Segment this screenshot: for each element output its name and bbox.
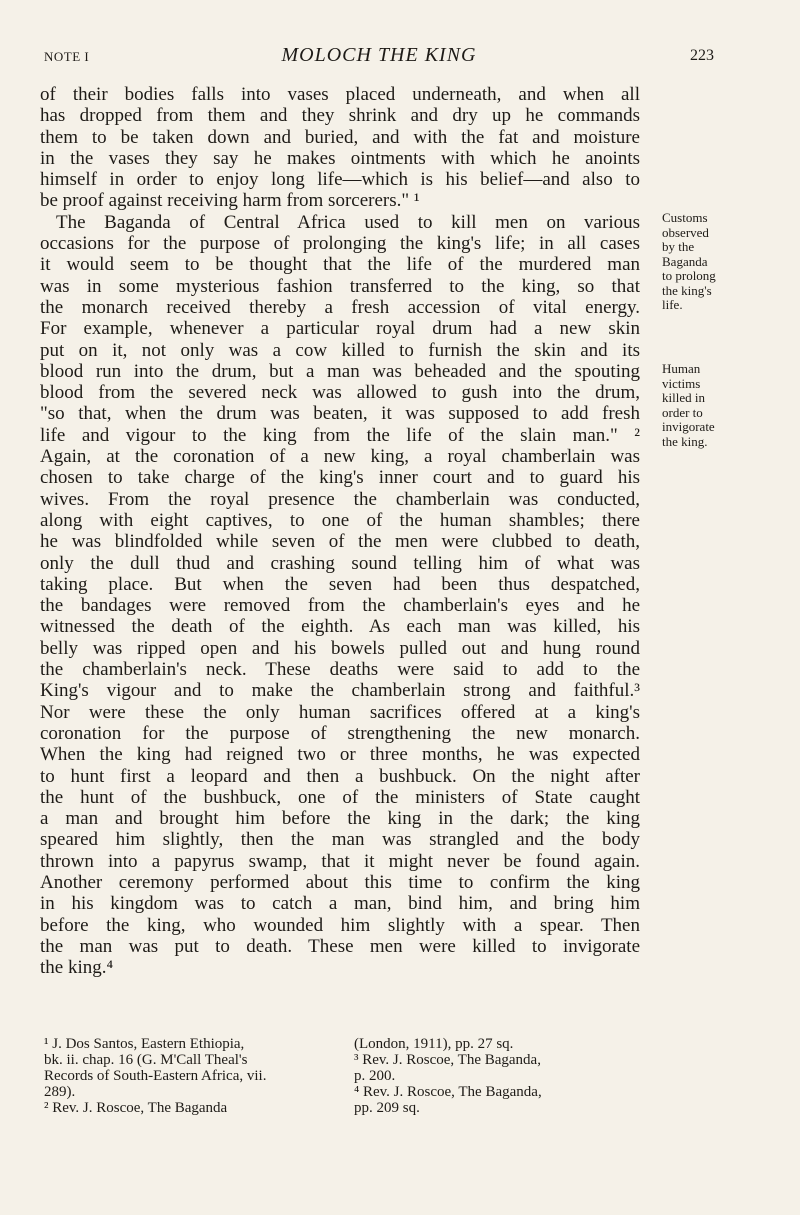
body-line: speared him slightly, then the man was strangled and the body bbox=[40, 829, 640, 851]
body-line: them to be taken down and buried, and with the fat and moisture bbox=[40, 126, 640, 148]
margin-note-line: life. bbox=[662, 297, 683, 312]
margin-note-line: to prolong bbox=[662, 268, 716, 283]
body-line: only the dull thud and crashing sound telling him of what was bbox=[40, 552, 640, 574]
body-line: he was blindfolded while seven of the men were clubbed to death, bbox=[40, 531, 640, 553]
margin-note-human-victims bbox=[662, 362, 792, 449]
body-line: wives. From the royal presence the chamberlain was conducted, bbox=[40, 488, 640, 510]
footnotes-left-column bbox=[44, 1036, 344, 1116]
page-title: MOLOCH THE KING bbox=[281, 44, 477, 66]
body-line: the chamberlain's neck. These deaths were said to add to the bbox=[40, 659, 640, 681]
body-line: "so that, when the drum was beaten, it was supposed to add fresh bbox=[40, 403, 640, 425]
running-head bbox=[44, 44, 714, 68]
margin-note-line: invigorate bbox=[662, 419, 715, 434]
footnote-line: ² Rev. J. Roscoe, The Baganda bbox=[44, 1100, 228, 1116]
margin-note-line: the king's bbox=[662, 282, 712, 298]
margin-note-line: order to bbox=[662, 404, 703, 420]
body-line: witnessed the death of the eighth. As each man was killed, his bbox=[40, 616, 640, 638]
body-line: it would seem to be thought that the life of the murdered man bbox=[40, 254, 640, 276]
body-line: be proof against receiving harm from sorcerers." ¹ bbox=[40, 190, 420, 212]
body-line: has dropped from them and they shrink and dry up he commands bbox=[40, 105, 640, 127]
body-line: blood run into the drum, but a man was beheaded and the spouting bbox=[40, 360, 640, 382]
margin-note-line: the king. bbox=[662, 433, 708, 449]
footnote-line: ⁴ Rev. J. Roscoe, The Baganda, bbox=[354, 1084, 542, 1100]
body-line: before the king, who wounded him slightly with a spear. Then bbox=[40, 914, 640, 936]
body-line: life and vigour to the king from the life of the slain man." ² bbox=[40, 424, 640, 446]
body-line: the bandages were removed from the chamberlain's eyes and he bbox=[40, 595, 640, 617]
body-line: in the vases they say he makes ointments with which he anoints bbox=[40, 147, 640, 169]
footnote-line: (London, 1911), pp. 27 sq. bbox=[354, 1036, 514, 1052]
body-line: the king.⁴ bbox=[40, 957, 114, 979]
body-line: the monarch received thereby a fresh accession of vital energy. bbox=[40, 296, 640, 318]
body-line: Another ceremony performed about this time to confirm the king bbox=[40, 871, 640, 893]
body-line: belly was ripped open and his bowels pulled out and hung round bbox=[40, 637, 640, 659]
body-line: occasions for the purpose of prolonging the king's life; in all cases bbox=[40, 233, 640, 255]
footnote-line: 289). bbox=[44, 1084, 76, 1100]
footnote-line: bk. ii. chap. 16 (G. M'Call Theal's bbox=[44, 1052, 248, 1068]
footnote-line: pp. 209 sq. bbox=[354, 1100, 420, 1116]
margin-note-line: killed in bbox=[662, 390, 705, 405]
body-line: Again, at the coronation of a new king, a royal chamberlain was bbox=[40, 446, 640, 468]
body-line: thrown into a papyrus swamp, that it might never be found again. bbox=[40, 850, 640, 872]
body-line: For example, whenever a particular royal drum had a new skin bbox=[40, 318, 640, 340]
body-line: coronation for the purpose of strengthening the new monarch. bbox=[40, 722, 640, 744]
body-line: of their bodies falls into vases placed underneath, and when all bbox=[40, 84, 640, 105]
body-line: to hunt first a leopard and then a bushbuck. On the night after bbox=[40, 765, 640, 787]
body-line: taking place. But when the seven had been thus despatched, bbox=[40, 573, 640, 595]
note-label: NOTE I bbox=[44, 49, 90, 64]
margin-note-line: Human bbox=[662, 361, 701, 376]
body-line: chosen to take charge of the king's inner court and to guard his bbox=[40, 467, 640, 489]
body-line: put on it, not only was a cow killed to furnish the skin and its bbox=[40, 339, 640, 361]
footnote-line: ¹ J. Dos Santos, Eastern Ethiopia, bbox=[44, 1036, 245, 1052]
margin-note-line: observed bbox=[662, 224, 709, 240]
body-line: the hunt of the bushbuck, one of the ministers of State caught bbox=[40, 786, 640, 808]
page-number: 223 bbox=[690, 47, 714, 64]
footnotes-right-column bbox=[354, 1036, 654, 1116]
body-line: himself in order to enjoy long life—which is his belief—and also to bbox=[40, 169, 640, 191]
body-line: the man was put to death. These men were killed to invigorate bbox=[40, 935, 640, 957]
margin-note-line: Baganda bbox=[662, 253, 708, 269]
body-line: The Baganda of Central Africa used to kill men on various bbox=[56, 211, 640, 233]
body-line: was in some mysterious fashion transferred to the king, so that bbox=[40, 275, 640, 297]
body-text bbox=[40, 84, 640, 978]
footnote-line: p. 200. bbox=[354, 1068, 396, 1084]
body-line: along with eight captives, to one of the human shambles; there bbox=[40, 509, 640, 531]
margin-note-customs bbox=[662, 211, 792, 313]
body-line: a man and brought him before the king in the dark; the king bbox=[40, 808, 640, 830]
margin-note-line: Customs bbox=[662, 210, 708, 225]
body-line: blood from the severed neck was allowed to gush into the drum, bbox=[40, 382, 640, 404]
footnote-line: ³ Rev. J. Roscoe, The Baganda, bbox=[354, 1052, 541, 1068]
body-line: in his kingdom was to catch a man, bind him, and bring him bbox=[40, 893, 640, 915]
body-line: When the king had reigned two or three months, he was expected bbox=[40, 744, 640, 766]
margin-note-line: victims bbox=[662, 375, 701, 391]
margin-note-line: by the bbox=[662, 239, 695, 254]
body-line: King's vigour and to make the chamberlain strong and faithful.³ bbox=[40, 680, 640, 702]
footnote-line: Records of South-Eastern Africa, vii. bbox=[44, 1068, 267, 1084]
body-line: Nor were these the only human sacrifices offered at a king's bbox=[40, 701, 640, 723]
